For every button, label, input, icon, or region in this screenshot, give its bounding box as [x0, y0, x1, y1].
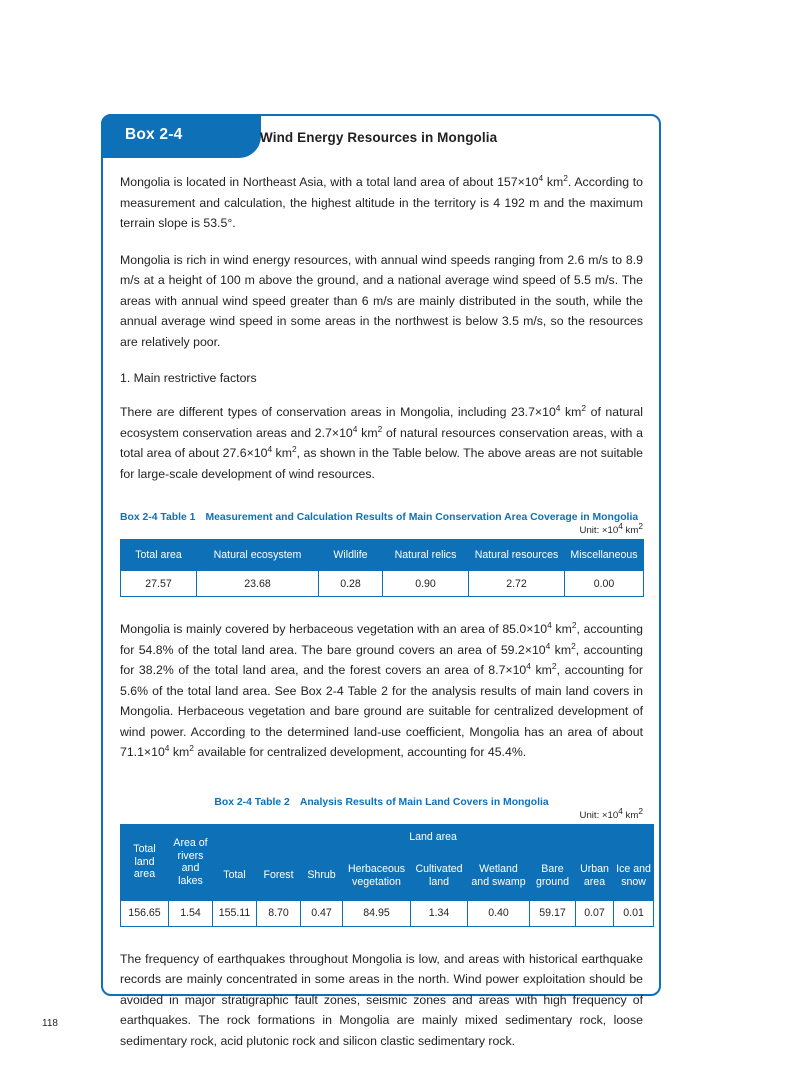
table1-cell-natural-ecosystem: 23.68 [197, 571, 319, 597]
table1-cell-natural-relics: 0.90 [383, 571, 469, 597]
table-row [121, 900, 654, 926]
table1-unit [120, 520, 643, 536]
p3-exp-3: 4 [352, 423, 358, 434]
table2-caption-number: Box 2-4 Table 2 [214, 796, 290, 808]
p3-exp-5: 4 [267, 443, 273, 454]
p3-exp-6: 2 [291, 443, 297, 454]
table1-header-natural-ecosystem: Natural ecosystem [197, 540, 319, 571]
paragraph-1-exponent: 4 [538, 172, 544, 183]
table1-header-natural-relics: Natural relics [383, 540, 469, 571]
paragraph-4-part-c: , accounting for 54.8% of the total land area. The bare ground covers an area of 59.2×10 [120, 622, 644, 657]
table-row [121, 571, 644, 597]
paragraph-4-part-d: km [550, 642, 572, 657]
paragraph-4-part-a: Mongolia is mainly covered by herbaceous vegetation with an area of 85.0×10 [120, 622, 548, 636]
table2-cell-bare-ground: 59.17 [530, 900, 576, 926]
table1-cell-natural-resources: 2.72 [469, 571, 565, 597]
p4-exp-4: 2 [571, 640, 576, 651]
table2-header-cultivated-land: Cultivated land [411, 851, 468, 900]
paragraph-4-part-f: km [530, 663, 552, 677]
table1-header-natural-resources: Natural resources [469, 540, 565, 571]
table2-header-total-land-area: Total land area [121, 824, 169, 900]
table2-cell-forest: 8.70 [257, 900, 301, 926]
paragraph-4-part-h: km [169, 745, 190, 759]
paragraph-4-part-i: available for centralized development, accounting for 45.4%. [193, 745, 527, 759]
paragraph-3-part-b: km [560, 405, 582, 419]
table2-header-urban-area: Urban area [576, 851, 614, 900]
box-tab-label: Box 2-4 [125, 126, 183, 143]
table2-unit-exp2: 2 [638, 805, 643, 816]
table1-caption-text: Measurement and Calculation Results of Main Conservation Area Coverage in Mongolia [205, 512, 639, 523]
table1-unit-exp2: 2 [638, 520, 643, 531]
p3-exp-1: 4 [555, 402, 561, 413]
table2-header-bare-ground: Bare ground [530, 851, 576, 900]
table2-header-land-area: Land area [213, 824, 654, 851]
table2-header-wetland-and-swamp: Wetland and swamp [468, 851, 530, 900]
table2-cell-shrub: 0.47 [301, 900, 343, 926]
table2-header-shrub: Shrub [301, 851, 343, 900]
p4-exp-7: 4 [164, 742, 170, 753]
p4-exp-2: 2 [571, 619, 577, 630]
paragraph-3-part-g: , as shown in the Table below. The above areas are not suitable for large-scale development of wind resources. [120, 446, 644, 481]
table2-header-total: Total [213, 851, 257, 900]
table1-unit-b: km [622, 525, 639, 536]
table1-header-wildlife: Wildlife [319, 540, 383, 571]
paragraph-1-part-c: . According to measurement and calculation, the highest altitude in the territory is 4 192 m and the maximum terrain slope is 53.5°. [120, 175, 644, 230]
table1-header-miscellaneous: Miscellaneous [565, 540, 644, 571]
box-content [120, 172, 651, 1067]
paragraph-2: Mongolia is rich in wind energy resources, with annual wind speeds ranging from 2.6 m/s to 8.9 m/s at a height of 100 m above the ground, and a national average wind speed of 5.5 m/s. The areas with annual wind speed greater than 6 m/s are mainly distributed in the south, while the annual average wind speed in some areas in the northwest is below 3.5 m/s, so the resources are relatively poor. [120, 252, 643, 349]
paragraph-5: The frequency of earthquakes throughout Mongolia is low, and areas with historical earthquake records are mainly concentrated in some areas in the north. Wind power exploitation should be avoided in major stratigraphic fault zones, seismic zones and areas with high frequency of earthquakes. The rock formations in Mongolia are mainly mixed sedimentary rock, loose sedimentary rock, acid plutonic rock and silicon clastic sedimentary rock. [120, 951, 643, 1048]
table1-unit-a: Unit: ×10 [579, 525, 619, 536]
paragraph-3-part-e: of natural resources conservation areas, with a total area of about 27.6×10 [120, 425, 643, 460]
land-cover-table [120, 824, 654, 927]
table2-cell-wetland-and-swamp: 0.40 [468, 900, 530, 926]
paragraph-4-part-e: , accounting for 38.2% of the total land area, and the forest covers an area of 8.7×10 [120, 642, 644, 677]
paragraph-3-part-d: km [357, 425, 378, 440]
table2-header-ice-and-snow: Ice and snow [614, 851, 654, 900]
table1-caption-number: Box 2-4 Table 1 [120, 512, 196, 523]
page-number: 118 [42, 1018, 58, 1029]
table2-caption [120, 797, 643, 808]
table2-caption-text: Analysis Results of Main Land Covers in Mongolia [299, 796, 549, 808]
table2-cell-ice-and-snow: 0.01 [614, 900, 654, 926]
paragraph-4-part-b: km [551, 622, 572, 636]
paragraph-4 [120, 619, 643, 763]
table2-unit-a: Unit: ×10 [579, 809, 619, 821]
paragraph-1-exponent-2: 2 [563, 172, 568, 183]
table2-cell-urban-area: 0.07 [576, 900, 614, 926]
paragraph-1-part-b: km [543, 175, 564, 189]
p3-exp-2: 2 [581, 402, 587, 413]
paragraph-4-part-g: , accounting for 5.6% of the total land area. See Box 2-4 Table 2 for the analysis results of main land covers in Mongolia. Herbaceous vegetation and bare ground are suitable for centralized development of wind power. According to the determined land-use coefficient, Mongolia has an area of about 71.1×10 [120, 663, 643, 759]
table2-header-forest: Forest [257, 851, 301, 900]
p3-exp-4: 2 [377, 423, 383, 434]
table2-cell-cultivated-land: 1.34 [411, 900, 468, 926]
table1-unit-exp: 4 [618, 520, 623, 531]
paragraph-1 [120, 172, 643, 234]
table-header-row [121, 824, 654, 851]
table1-caption [120, 512, 643, 523]
table2-unit-b: km [622, 809, 639, 821]
table-header-row [121, 540, 644, 571]
paragraph-3-part-a: There are different types of conservation areas in Mongolia, including 23.7×10 [120, 405, 556, 419]
conservation-area-table [120, 539, 644, 597]
paragraph-1-part-a: Mongolia is located in Northeast Asia, with a total land area of about 157×10 [120, 175, 539, 189]
table2-unit [120, 805, 643, 821]
paragraph-3 [120, 402, 643, 484]
p4-exp-8: 2 [189, 742, 194, 753]
p4-exp-3: 4 [545, 640, 551, 651]
table2-header-herbaceous-vegetation: Herbaceous vegetation [343, 851, 411, 900]
table2-cell-total: 155.11 [213, 900, 257, 926]
table1-cell-wildlife: 0.28 [319, 571, 383, 597]
p4-exp-6: 2 [551, 660, 557, 671]
table2-cell-herbaceous-vegetation: 84.95 [343, 900, 411, 926]
section-heading-1: 1. Main restrictive factors [120, 371, 257, 385]
box-title: Wind Energy Resources in Mongolia [260, 130, 498, 145]
p4-exp-5: 4 [526, 660, 531, 671]
table2-unit-exp: 4 [618, 805, 623, 816]
table2-cell-rivers-lakes: 1.54 [169, 900, 213, 926]
box-tab [101, 114, 261, 158]
paragraph-3-part-f: km [272, 446, 292, 460]
p4-exp-1: 4 [547, 619, 552, 630]
table1-header-total-area: Total area [121, 540, 197, 571]
table1-cell-miscellaneous: 0.00 [565, 571, 644, 597]
table2-header-rivers-lakes: Area of rivers and lakes [169, 824, 213, 900]
paragraph-3-part-c: of natural ecosystem conservation areas and 2.7×10 [120, 405, 643, 440]
table2-cell-total-land-area: 156.65 [121, 900, 169, 926]
table1-cell-total-area: 27.57 [121, 571, 197, 597]
